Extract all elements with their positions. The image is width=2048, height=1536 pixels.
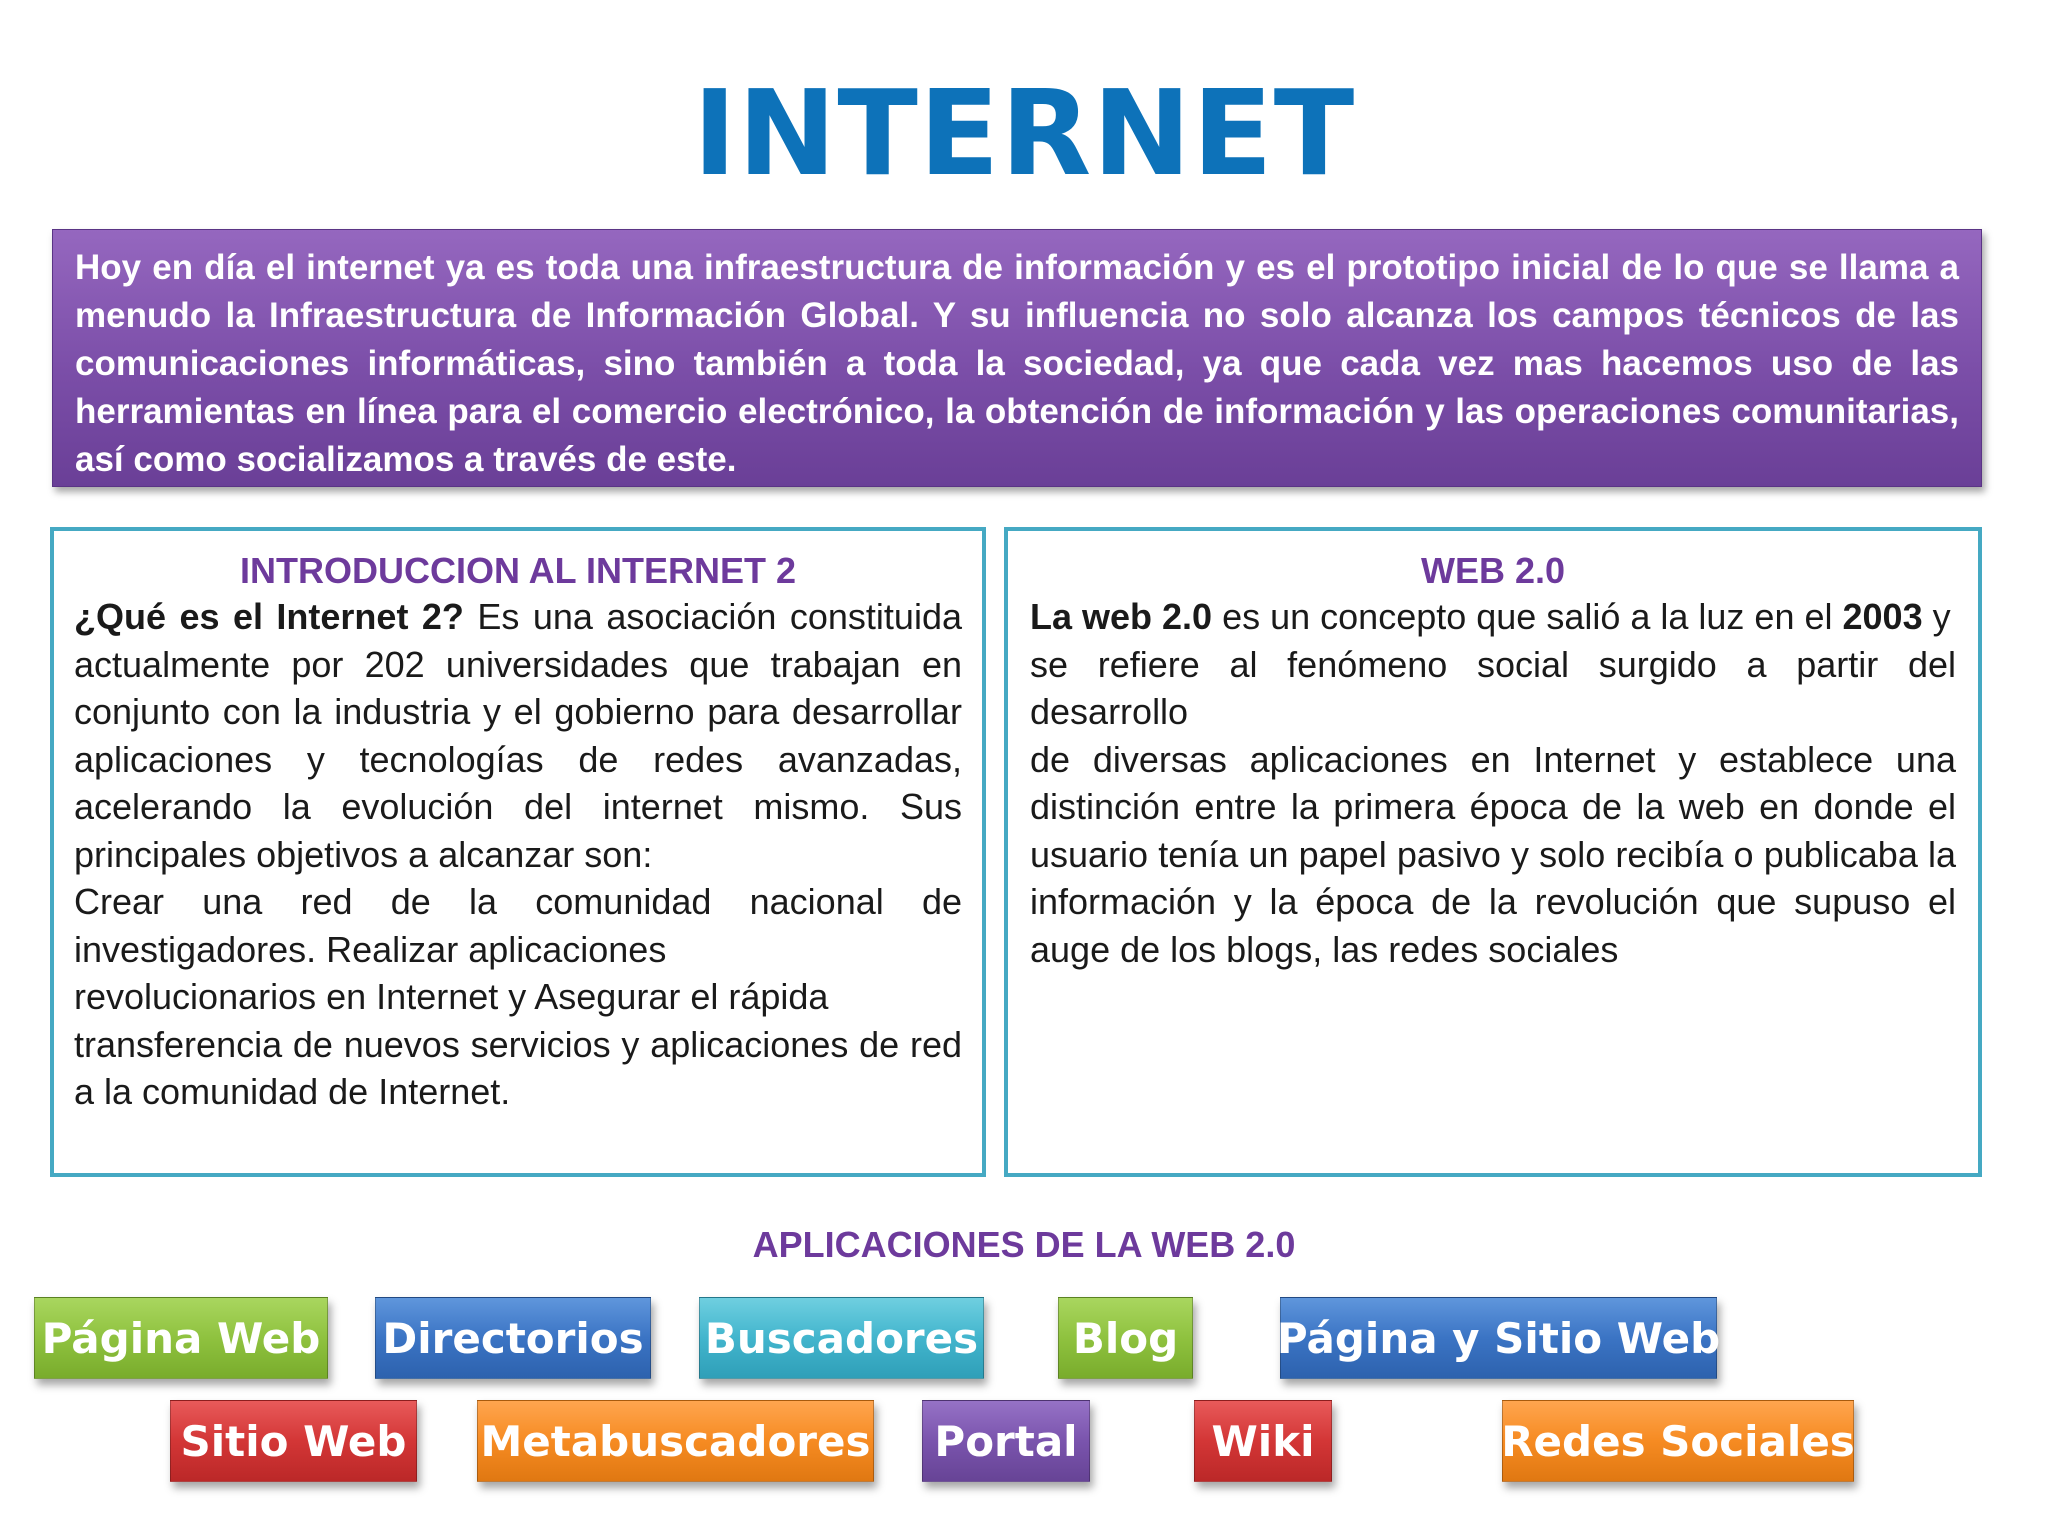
app-chip-pagina-y-sitio-web[interactable]: Página y Sitio Web [1280,1297,1717,1379]
app-chip-pagina-web[interactable]: Página Web [34,1297,328,1379]
internet2-body-1: Es una asociación constituida actualmente por 202 universidades que trabajan en conjunto con la industria y el gobierno para desarrollar aplicaciones y tecnologías de redes avanzadas, acelerando la evolución del internet mismo. Sus principales objetivos a alcanzar son: [74,596,962,875]
intro-banner: Hoy en día el internet ya es toda una infraestructura de información y es el prototipo inicial de lo que se llama a menudo la Infraestructura de Información Global. Y su influencia no solo alcanza los campos técnicos de las comunicaciones informáticas, sino también a toda la sociedad, ya que cada vez mas hacemos uso de las herramientas en línea para el comercio electrónico, la obtención de información y las operaciones comunitarias, así como socializamos a través de este. [52,229,1982,487]
web20-term: La web 2.0 [1030,596,1213,637]
web20-heading: WEB 2.0 [1420,550,1566,591]
app-chip-redes-sociales[interactable]: Redes Sociales [1502,1400,1854,1482]
web20-body-1: es un concepto que salió a la luz en el [1212,596,1843,637]
app-chip-sitio-web[interactable]: Sitio Web [170,1400,417,1482]
internet2-heading: INTRODUCCION AL INTERNET 2 [239,550,796,591]
web20-paragraph-2: se refiere al fenómeno social surgido a partir del desarrollo [1030,643,1956,732]
web20-year: 2003 [1842,596,1923,637]
app-chip-buscadores[interactable]: Buscadores [699,1297,984,1379]
web20-paragraph-1 [1030,593,1956,641]
internet2-paragraph-2: Crear una red de la comunidad nacional de investigadores. Realizar aplicaciones [74,881,962,970]
app-chip-portal[interactable]: Portal [922,1400,1090,1482]
apps-title: APLICACIONES DE LA WEB 2.0 [752,1224,1296,1265]
web20-body-1b: y [1922,596,1951,637]
internet2-paragraph-4: transferencia de nuevos servicios y aplicaciones de red a la comunidad de Internet. [74,1023,962,1112]
app-chip-wiki[interactable]: Wiki [1194,1400,1332,1482]
web20-box [1004,527,1982,1177]
app-chip-metabuscadores[interactable]: Metabuscadores [477,1400,874,1482]
internet2-paragraph-1 [74,593,962,878]
internet2-question: ¿Qué es el Internet 2? [74,596,464,637]
internet2-paragraph-3: revolucionarios en Internet y Asegurar el rápida [74,976,829,1017]
internet2-box [50,527,986,1177]
app-chip-directorios[interactable]: Directorios [375,1297,651,1379]
page-title: INTERNET [692,64,1356,202]
web20-paragraph-3: de diversas aplicaciones en Internet y establece una distinción entre la primera época de la web en donde el usuario tenía un papel pasivo y solo recibía o publicaba la información y la época de la revolución que supuso el auge de los blogs, las redes sociales [1030,738,1956,970]
app-chip-blog[interactable]: Blog [1058,1297,1193,1379]
